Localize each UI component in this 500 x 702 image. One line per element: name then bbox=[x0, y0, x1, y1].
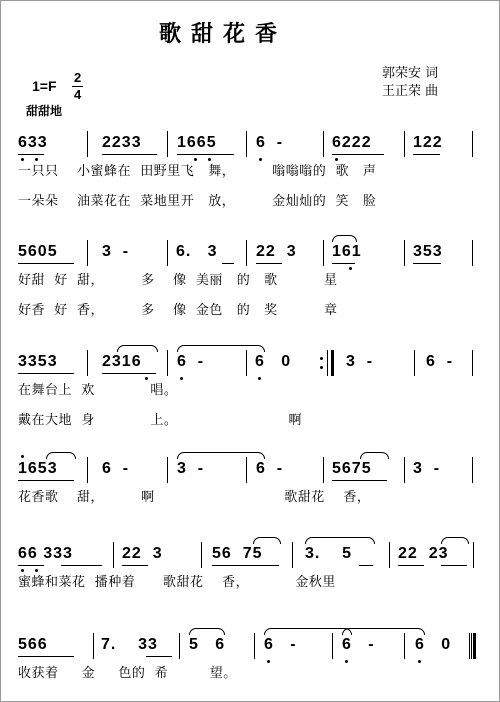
barline bbox=[404, 457, 405, 483]
barline bbox=[404, 131, 405, 157]
measure-notes: 3 - bbox=[102, 243, 130, 260]
lyric-line: 好香 好 香， 多 像 金色 的 奖 章 bbox=[18, 303, 338, 318]
beam-underline bbox=[18, 656, 74, 657]
barline bbox=[246, 457, 247, 483]
time-signature-top: 2 bbox=[74, 70, 82, 85]
measure-notes: 2316 bbox=[102, 353, 142, 370]
octave-dot-below bbox=[180, 377, 183, 380]
beam-underline bbox=[177, 154, 234, 155]
measure-notes: 6 - bbox=[256, 134, 284, 151]
beam-underline bbox=[222, 263, 234, 264]
tie-slur bbox=[189, 628, 225, 635]
measure-notes: 56 75 bbox=[212, 545, 263, 562]
measure-notes: 566 bbox=[18, 636, 48, 653]
octave-dot-below bbox=[35, 569, 38, 572]
beam-underline bbox=[102, 373, 156, 374]
lyric-line: 戴在大地 身 上。 啊 bbox=[18, 413, 303, 428]
measure-notes: 122 bbox=[413, 134, 443, 151]
beam-underline bbox=[18, 263, 74, 264]
barline bbox=[323, 131, 324, 157]
octave-dot-below bbox=[145, 377, 148, 380]
tempo-marking: 甜甜地 bbox=[26, 104, 63, 118]
measure-notes: 6 - bbox=[102, 460, 130, 477]
barline bbox=[87, 240, 88, 266]
measure-notes: 3 - bbox=[177, 460, 205, 477]
measure-notes: 6222 bbox=[332, 134, 372, 151]
lyric-line: 花香歌 甜， 啊 歌甜花 香， bbox=[18, 490, 371, 505]
beam-underline bbox=[18, 154, 44, 155]
beam-underline bbox=[18, 565, 44, 566]
beam-underline bbox=[413, 154, 440, 155]
tie-slur bbox=[360, 452, 389, 459]
barline bbox=[472, 350, 473, 376]
tie-slur bbox=[177, 345, 265, 352]
tie-slur bbox=[441, 537, 469, 544]
repeat-barline-thick bbox=[331, 350, 334, 376]
measure-notes: 3353 bbox=[18, 353, 58, 370]
beam-underline bbox=[18, 373, 74, 374]
octave-dot-below bbox=[259, 158, 262, 161]
final-barline-thin bbox=[469, 633, 470, 659]
measure-notes: 2233 bbox=[102, 134, 142, 151]
measure-notes: 6 - bbox=[264, 636, 297, 653]
measure-notes: 6 0 bbox=[255, 353, 292, 370]
measure-notes: 6 0 bbox=[415, 636, 452, 653]
composer-credit: 王正荣 曲 bbox=[382, 84, 439, 99]
measure-notes: 353 bbox=[413, 243, 443, 260]
barline bbox=[246, 350, 247, 376]
octave-dot-below bbox=[258, 377, 261, 380]
tie-slur bbox=[305, 537, 375, 544]
beam-underline bbox=[332, 263, 355, 264]
measure-notes: 5675 bbox=[332, 460, 372, 477]
octave-dot-above bbox=[21, 455, 24, 458]
octave-dot-below bbox=[194, 158, 197, 161]
key-signature: 1=F bbox=[32, 78, 57, 94]
barline bbox=[167, 131, 168, 157]
measure-notes: 3 - bbox=[346, 353, 374, 370]
lyric-line: 在舞台上 欢 唱。 bbox=[18, 383, 178, 398]
octave-dot-below bbox=[35, 158, 38, 161]
barline bbox=[246, 240, 247, 266]
measure-notes: 633 bbox=[18, 134, 48, 151]
lyric-line: 好甜 好 甜， 多 像 美丽 的 歌 星 bbox=[18, 273, 338, 288]
barline bbox=[87, 350, 88, 376]
octave-dot-below bbox=[335, 158, 338, 161]
barline bbox=[292, 542, 293, 568]
measure-notes: 66 333 bbox=[18, 545, 73, 562]
lyricist-credit: 郭荣安 词 bbox=[382, 66, 439, 81]
lyric-line: 一朵朵 油菜花在 菜地里开 放， 金灿灿的 笑 脸 bbox=[18, 194, 377, 209]
repeat-dot bbox=[320, 366, 323, 369]
measure-notes: 5605 bbox=[18, 243, 58, 260]
barline bbox=[179, 633, 180, 659]
measure-notes: 161 bbox=[332, 243, 362, 260]
barline bbox=[404, 240, 405, 266]
tie-slur bbox=[117, 345, 158, 352]
octave-dot-below bbox=[345, 660, 348, 663]
lyric-line: 蜜蜂和菜花 播种着 歌甜花 香， 金秋里 bbox=[18, 575, 336, 590]
barline bbox=[472, 240, 473, 266]
beam-underline bbox=[359, 565, 373, 566]
measure-notes: 22 3 bbox=[256, 243, 297, 260]
beam-underline bbox=[102, 154, 157, 155]
tie-slur bbox=[264, 628, 352, 635]
tie-slur bbox=[253, 537, 281, 544]
beam-underline bbox=[61, 565, 102, 566]
octave-dot-below bbox=[267, 660, 270, 663]
octave-dot-below bbox=[208, 158, 211, 161]
barline bbox=[404, 633, 405, 659]
tie-slur bbox=[177, 452, 265, 459]
measure-notes: 1665 bbox=[177, 134, 217, 151]
barline bbox=[471, 633, 472, 659]
final-barline-thick bbox=[473, 633, 476, 659]
tie-slur bbox=[46, 452, 76, 459]
barline bbox=[414, 350, 415, 376]
barline bbox=[472, 131, 473, 157]
octave-dot-below bbox=[418, 660, 421, 663]
measure-notes: 3. 5 bbox=[305, 545, 353, 562]
repeat-dot bbox=[320, 357, 323, 360]
beam-underline bbox=[332, 154, 384, 155]
measure-notes: 5 6 bbox=[189, 636, 226, 653]
beam-underline bbox=[413, 263, 441, 264]
beam-underline bbox=[122, 565, 148, 566]
barline bbox=[201, 542, 202, 568]
octave-dot-below bbox=[21, 158, 24, 161]
measure-notes: 7. 33 bbox=[101, 636, 158, 653]
beam-underline bbox=[441, 565, 467, 566]
barline bbox=[323, 457, 324, 483]
beam-underline bbox=[398, 565, 424, 566]
tie-slur bbox=[342, 628, 425, 635]
measure-notes: 6 - bbox=[177, 353, 205, 370]
measure-notes: 1653 bbox=[18, 460, 58, 477]
barline bbox=[167, 457, 168, 483]
song-title: 歌甜花香 bbox=[159, 21, 288, 47]
repeat-barline-thin bbox=[327, 350, 328, 376]
measure-notes: 6 - bbox=[342, 636, 375, 653]
measure-notes: 22 23 bbox=[398, 545, 449, 562]
beam-underline bbox=[332, 480, 387, 481]
time-signature-bottom: 4 bbox=[74, 87, 82, 102]
octave-dot-below bbox=[21, 569, 24, 572]
barline bbox=[167, 350, 168, 376]
lyric-line: 一只只 小蜜蜂在 田野里飞 舞， 嗡嗡嗡的 歌 声 bbox=[18, 164, 377, 179]
beam-underline bbox=[212, 565, 279, 566]
barline bbox=[323, 240, 324, 266]
measure-notes: 6. 3 bbox=[176, 243, 218, 260]
beam-underline bbox=[18, 480, 74, 481]
barline bbox=[473, 542, 474, 568]
beam-underline bbox=[146, 656, 172, 657]
measure-notes: 22 3 bbox=[122, 545, 163, 562]
barline bbox=[389, 542, 390, 568]
measure-notes: 6 - bbox=[256, 460, 284, 477]
measure-notes: 6 - bbox=[426, 353, 454, 370]
barline bbox=[332, 633, 333, 659]
measure-notes: 3 - bbox=[413, 460, 441, 477]
barline bbox=[87, 457, 88, 483]
beam-underline bbox=[256, 263, 282, 264]
barline bbox=[93, 633, 94, 659]
barline bbox=[167, 240, 168, 266]
tie-slur bbox=[332, 235, 357, 242]
lyric-line: 收获着 金 色的 希 望。 bbox=[18, 666, 237, 681]
barline bbox=[87, 131, 88, 157]
barline bbox=[246, 131, 247, 157]
barline bbox=[113, 542, 114, 568]
barline bbox=[254, 633, 255, 659]
barline bbox=[472, 457, 473, 483]
octave-dot-below bbox=[349, 267, 352, 270]
